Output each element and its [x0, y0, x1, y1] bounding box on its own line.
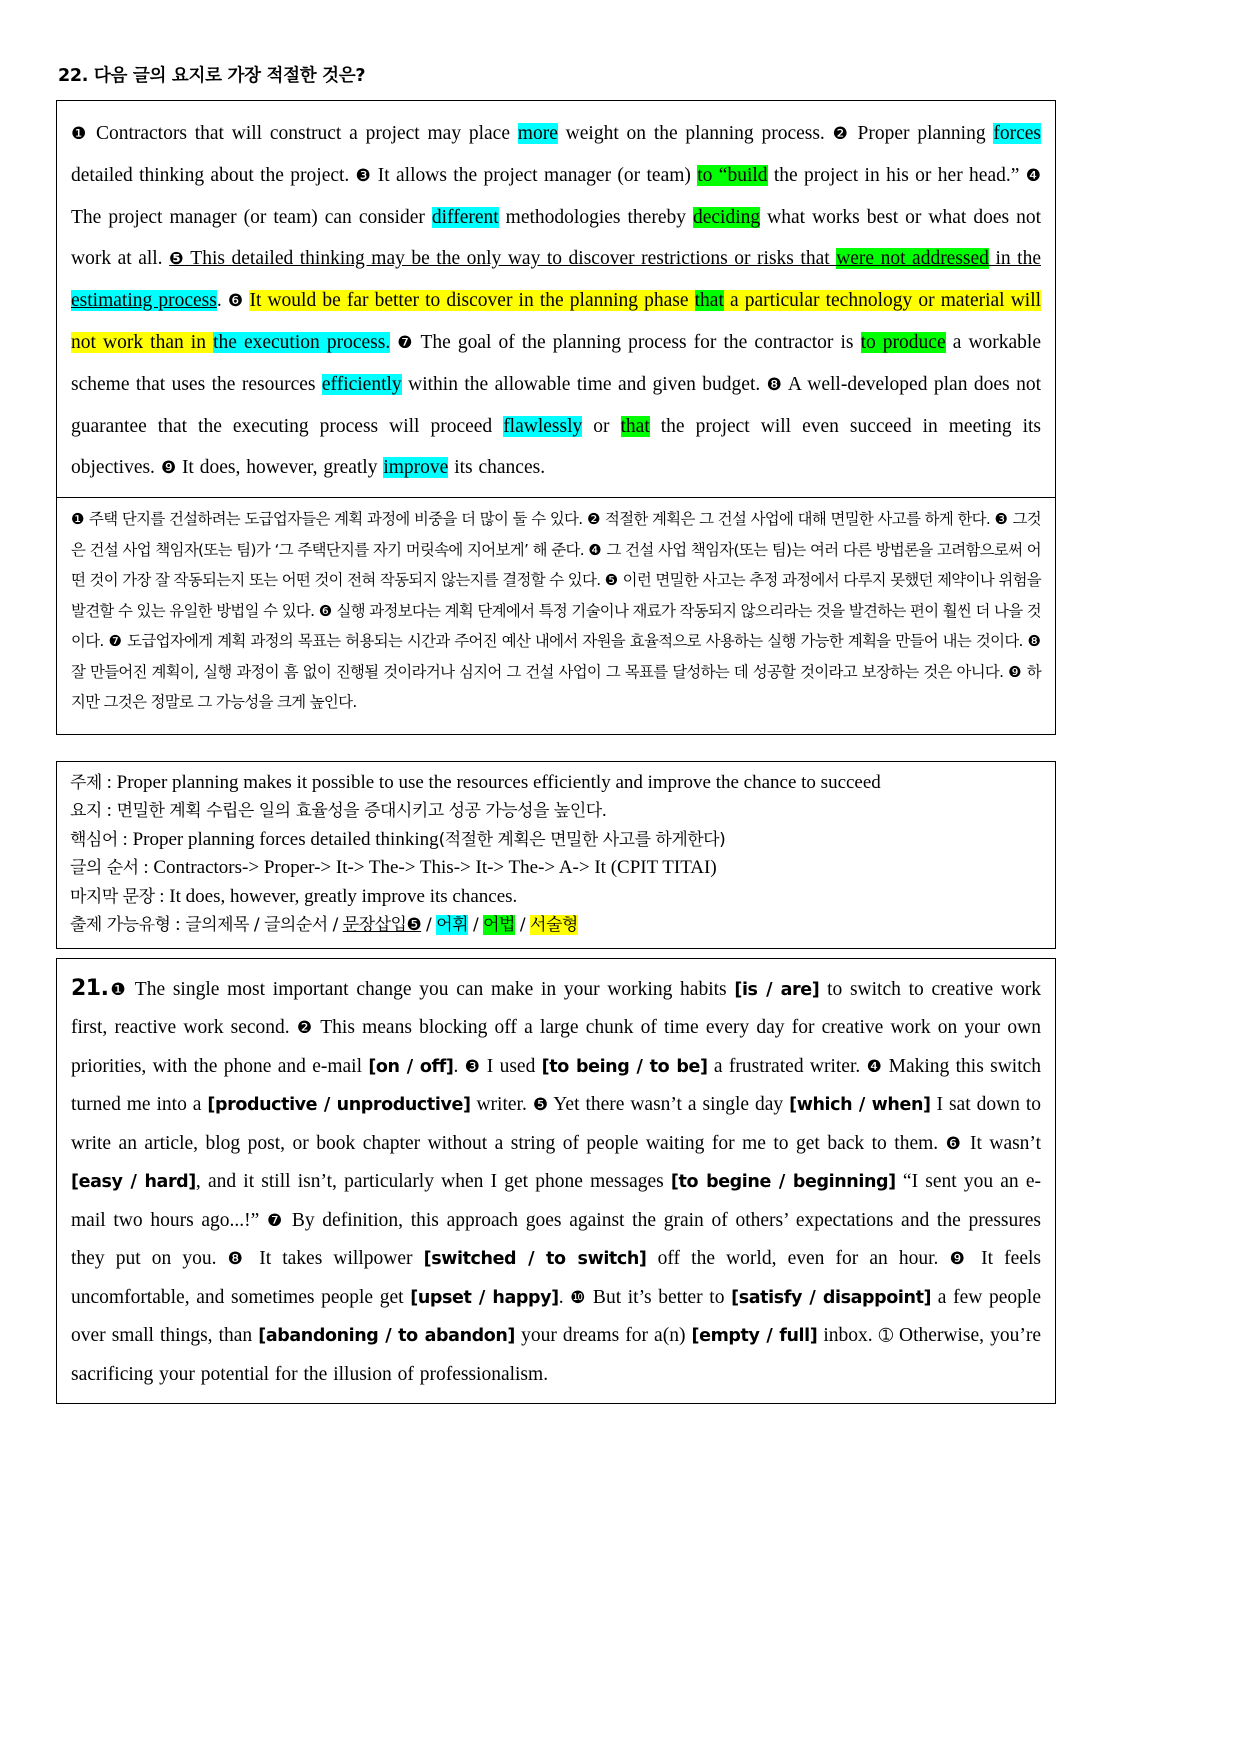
summary-gist-text: 면밀한 계획 수립은 일의 효율성을 증대시키고 성공 가능성을 높인다.: [116, 801, 607, 821]
summary-last-label: 마지막 문장: [70, 886, 155, 907]
summary-last-text: It does, however, greatly improve its chances.: [169, 885, 518, 907]
korean-translation: ❶ 주택 단지를 건설하려는 도급업자들은 계획 과정에 비중을 더 많이 둘 수 있다. ❷ 적절한 계획은 그 건설 사업에 대해 면밀한 사고를 하게 한다. ❸ 그것은 건설 사업 책임자(또는 팀)가 ‘그 주택단지를 자기 머릿속에 지어보게’ 해 준다. ❹ 그 건설 사업 책임자(또는 팀)는 여러 다른 방법론을 고려함으로써 어떤 것이 가장 잘 작동되는지 또는 어떤 것이 전혀 작동되지 않는지를 결정할 수 있다. ❺ 이런 면밀한 사고는 추정 과정에서 다루지 못했던 제약이나 위험을 발견할 수 있는 유일한 방법일 수 있다. ❻ 실행 과정보다는 계획 단계에서 특정 기술이나 재료가 작동되지 않으리라는 것을 발견하는 편이 훨씬 더 나을 것이다. ❼ 도급업자에게 계획 과정의 목표는 허용되는 시간과 주어진 예산 내에서 자원을 효율적으로 사용하는 실행 가능한 계획을 만들어 내는 것이다. ❽ 잘 만들어진 계획이, 실행 과정이 흠 없이 진행될 것이라거나 심지어 그 건설 사업이 그 목표를 달성하는 데 성공할 것이라고 보장하는 것은 아니다. ❾ 하지만 그것은 정말로 그 가능성을 크게 높인다.: [71, 510, 1042, 711]
summary-exam-types-line: [70, 911, 1042, 940]
question-21-number: 21.: [71, 975, 109, 1001]
summary-keyword-line: [70, 826, 1042, 855]
summary-box: [56, 761, 1056, 949]
question-22-box: [56, 100, 1056, 735]
summary-gist-sep: :: [101, 800, 117, 821]
page-content: [56, 62, 1056, 1404]
summary-keyword-sep: :: [117, 828, 133, 850]
summary-keyword-label: 핵심어: [70, 829, 118, 850]
korean-translation-section: [57, 497, 1055, 734]
summary-types-sep: :: [170, 914, 186, 935]
summary-types-items: 글의제목 / 글의순서 / 문장삽입❺ / 어휘 / 어법 / 서술형: [185, 915, 578, 935]
summary-gist-line: [70, 797, 1042, 826]
summary-last-sep: :: [154, 885, 170, 907]
english-passage: ❶ Contractors that will construct a project may place more weight on the planning process. ❷ Proper planning forces detailed thinking about the project. ❸ It allows the project manager (or team) to “build the project in his or her head.” ❹ The project manager (or team) can consider different methodologies thereby deciding what works best or what does not work at all. ❺ This detailed thinking may be the only way to discover restrictions or risks that were not addressed in the estimating process. ❻ It would be far better to discover in the planning phase that a particular technology or material will not work than in the execution process. ❼ The goal of the planning process for the contractor is to produce a workable scheme that uses the resources efficiently within the allowable time and given budget. ❽ A well-developed plan does not guarantee that the executing process will proceed flawlessly or that the project will even succeed in meeting its objectives. ❾ It does, however, greatly improve its chances.: [71, 123, 1042, 478]
question-21-text: ❶ The single most important change you can make in your working habits [is / are] to switch to creative work first, reactive work second. ❷ This means blocking off a large chunk of time every day for creative work on your own priorities, with the phone and e-mail [on / off]. ❸ I used [to being / to be] a frustrated writer. ❹ Making this switch turned me into a [productive / unproductive] writer. ❺ Yet there wasn’t a single day [which / when] I sat down to write an article, blog post, or book chapter without a string of people waiting for me to get back to them. ❻ It wasn’t [easy / hard], and it still isn’t, particularly when I get phone messages [to begine / beginning] “I sent you an e-mail two hours ago...!” ❼ By definition, this approach goes against the grain of others’ expectations and the pressures they put on you. ❽ It takes willpower [switched / to switch] off the world, even for an hour. ❾ It feels uncomfortable, and sometimes people get [upset / happy]. ❿ But it’s better to [satisfy / disappoint] a few people over small things, than [abandoning / to abandon] your dreams for a(n) [empty / full] inbox. ➀ Otherwise, you’re sacrificing your potential for the illusion of professionalism.: [71, 978, 1042, 1385]
question-21-box: [56, 958, 1056, 1405]
summary-topic-sep: :: [101, 771, 117, 793]
summary-order-label: 글의 순서: [70, 858, 139, 878]
summary-topic-text: Proper planning makes it possible to use the resources efficiently and improve the chance to succeed: [116, 771, 881, 793]
summary-last-sentence-line: [70, 883, 1042, 912]
question-21-passage: [71, 970, 1041, 1394]
summary-types-label: 출제 가능유형: [70, 915, 171, 935]
english-passage-section: [57, 101, 1055, 497]
summary-keyword-english: Proper planning forces detailed thinking: [132, 828, 439, 850]
summary-gist-label: 요지: [70, 801, 102, 821]
summary-order-line: [70, 854, 1042, 883]
summary-keyword-korean: (적절한 계획은 면밀한 사고를 하게한다): [438, 829, 726, 850]
summary-topic-label: 주제: [70, 772, 102, 793]
question-22-heading: 22. 다음 글의 요지로 가장 적절한 것은?: [58, 66, 366, 86]
summary-order-sep: :: [138, 857, 154, 878]
summary-order-text: Contractors-> Proper-> It-> The-> This-> It-> The-> A-> It (CPIT TITAI): [153, 857, 717, 878]
summary-topic-line: [70, 769, 1042, 798]
